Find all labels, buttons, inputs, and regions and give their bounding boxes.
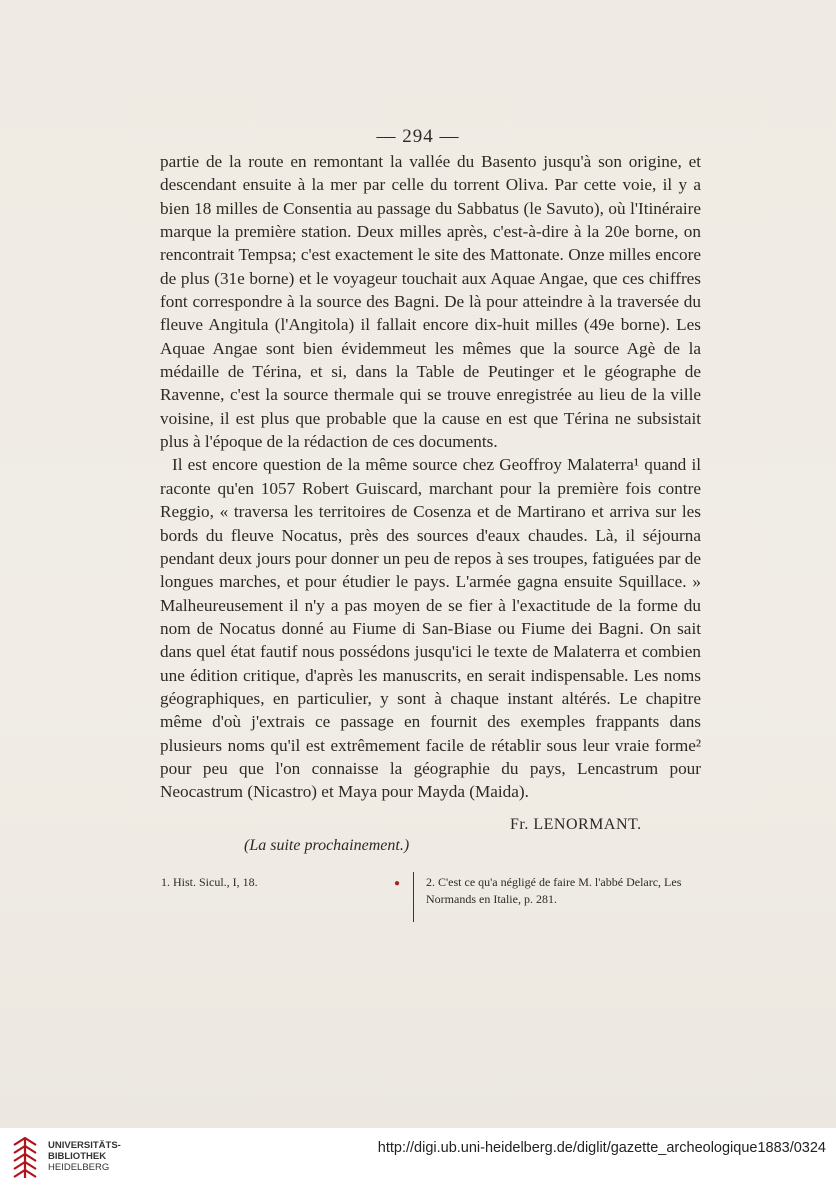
marker-dot-icon: ●	[394, 878, 401, 889]
library-name-line-1: UNIVERSITÄTS-	[48, 1140, 121, 1151]
page-number: — 294 —	[376, 126, 460, 147]
continuation-note: (La suite prochainement.)	[244, 837, 410, 854]
paragraph-2: Il est encore question de la même source chez Geoffroy Malaterra¹ quand il raconte qu'en 1057 Robert Guiscard, marchant pour la première fois contre Reggio, « traversa les territoires de Cosenza et de Martirano et arriva sur les bords du fleuve Nocatus, près des sources d'eaux chaudes. Là, il séjourna pendant deux jours pour donner un peu de repos à ses troupes, fatiguées par de longues marches, et pour étudier le pays. L'armée gagna ensuite Squillace. » Malheureusement il n'y a pas moyen de se fier à l'exactitude de la forme du nom de Nocatus donné au Fiume di San-Biase ou Fiume dei Bagni. On sait dans quel état fautif nous possédons jusqu'ici le texte de Malaterra et combien une édition critique, d'après les manuscrits, en serait indispensable. Les noms géographiques, en particulier, y sont à chaque instant altérés. Le chapitre même d'où j'extrais ce passage en fournit des exemples frappants dans plusieurs noms qu'il est extrêmement facile de rétablir sous leur vraie forme² pour peu que l'on connaisse la géographie du pays, Lencastrum pour Neocastrum (Nicastro) et Maya pour Mayda (Maida).	[160, 455, 701, 802]
body-text	[160, 150, 701, 804]
footnote-1: 1. Hist. Sicul., I, 18.	[161, 875, 258, 889]
permalink-url[interactable]: http://digi.ub.uni-heidelberg.de/diglit/gazette_archeologique1883/0324	[377, 1140, 826, 1156]
footnote-2: 2. C'est ce qu'a négligé de faire M. l'abbé Delarc, Les Normands en Italie, p. 281.	[426, 875, 682, 906]
viewer-footer	[0, 1128, 836, 1189]
library-name-line-3: HEIDELBERG	[48, 1162, 110, 1173]
university-library-logo-icon[interactable]	[10, 1135, 40, 1181]
library-name-line-2: BIBLIOTHEK	[48, 1151, 107, 1162]
library-name	[48, 1140, 121, 1173]
footnote-divider	[413, 872, 414, 922]
paragraph-1: partie de la route en remontant la vallée du Basento jusqu'à son origine, et descendant ensuite à la mer par celle du torrent Oliva. Par cette voie, il y a bien 18 milles de Consentia au passage du Sabbatus (le Savuto), où l'Itinéraire marque la première station. Deux milles après, c'est-à-dire à la 20e borne, on rencontrait Tempsa; c'est exactement le site des Mattonate. Onze milles encore de plus (31e borne) et le voyageur touchait aux Aquae Angae, que ces chiffres font correspondre à la source des Bagni. De là pour atteindre à la traversée du fleuve Angitula (l'Angitola) il fallait encore dix-huit milles (49e borne). Les Aquae Angae sont bien évidemmeut les mêmes que la source Agè de la médaille de Térina, et si, dans la Table de Peutinger et le géographe de Ravenne, c'est la source thermale qui se trouve enregistrée au lieu de la ville voisine, il est plus que probable que la cause en est que Térina ne subsistait plus à l'époque de la rédaction de ces documents.	[160, 152, 701, 452]
author-signature: Fr. LENORMANT.	[510, 816, 642, 833]
